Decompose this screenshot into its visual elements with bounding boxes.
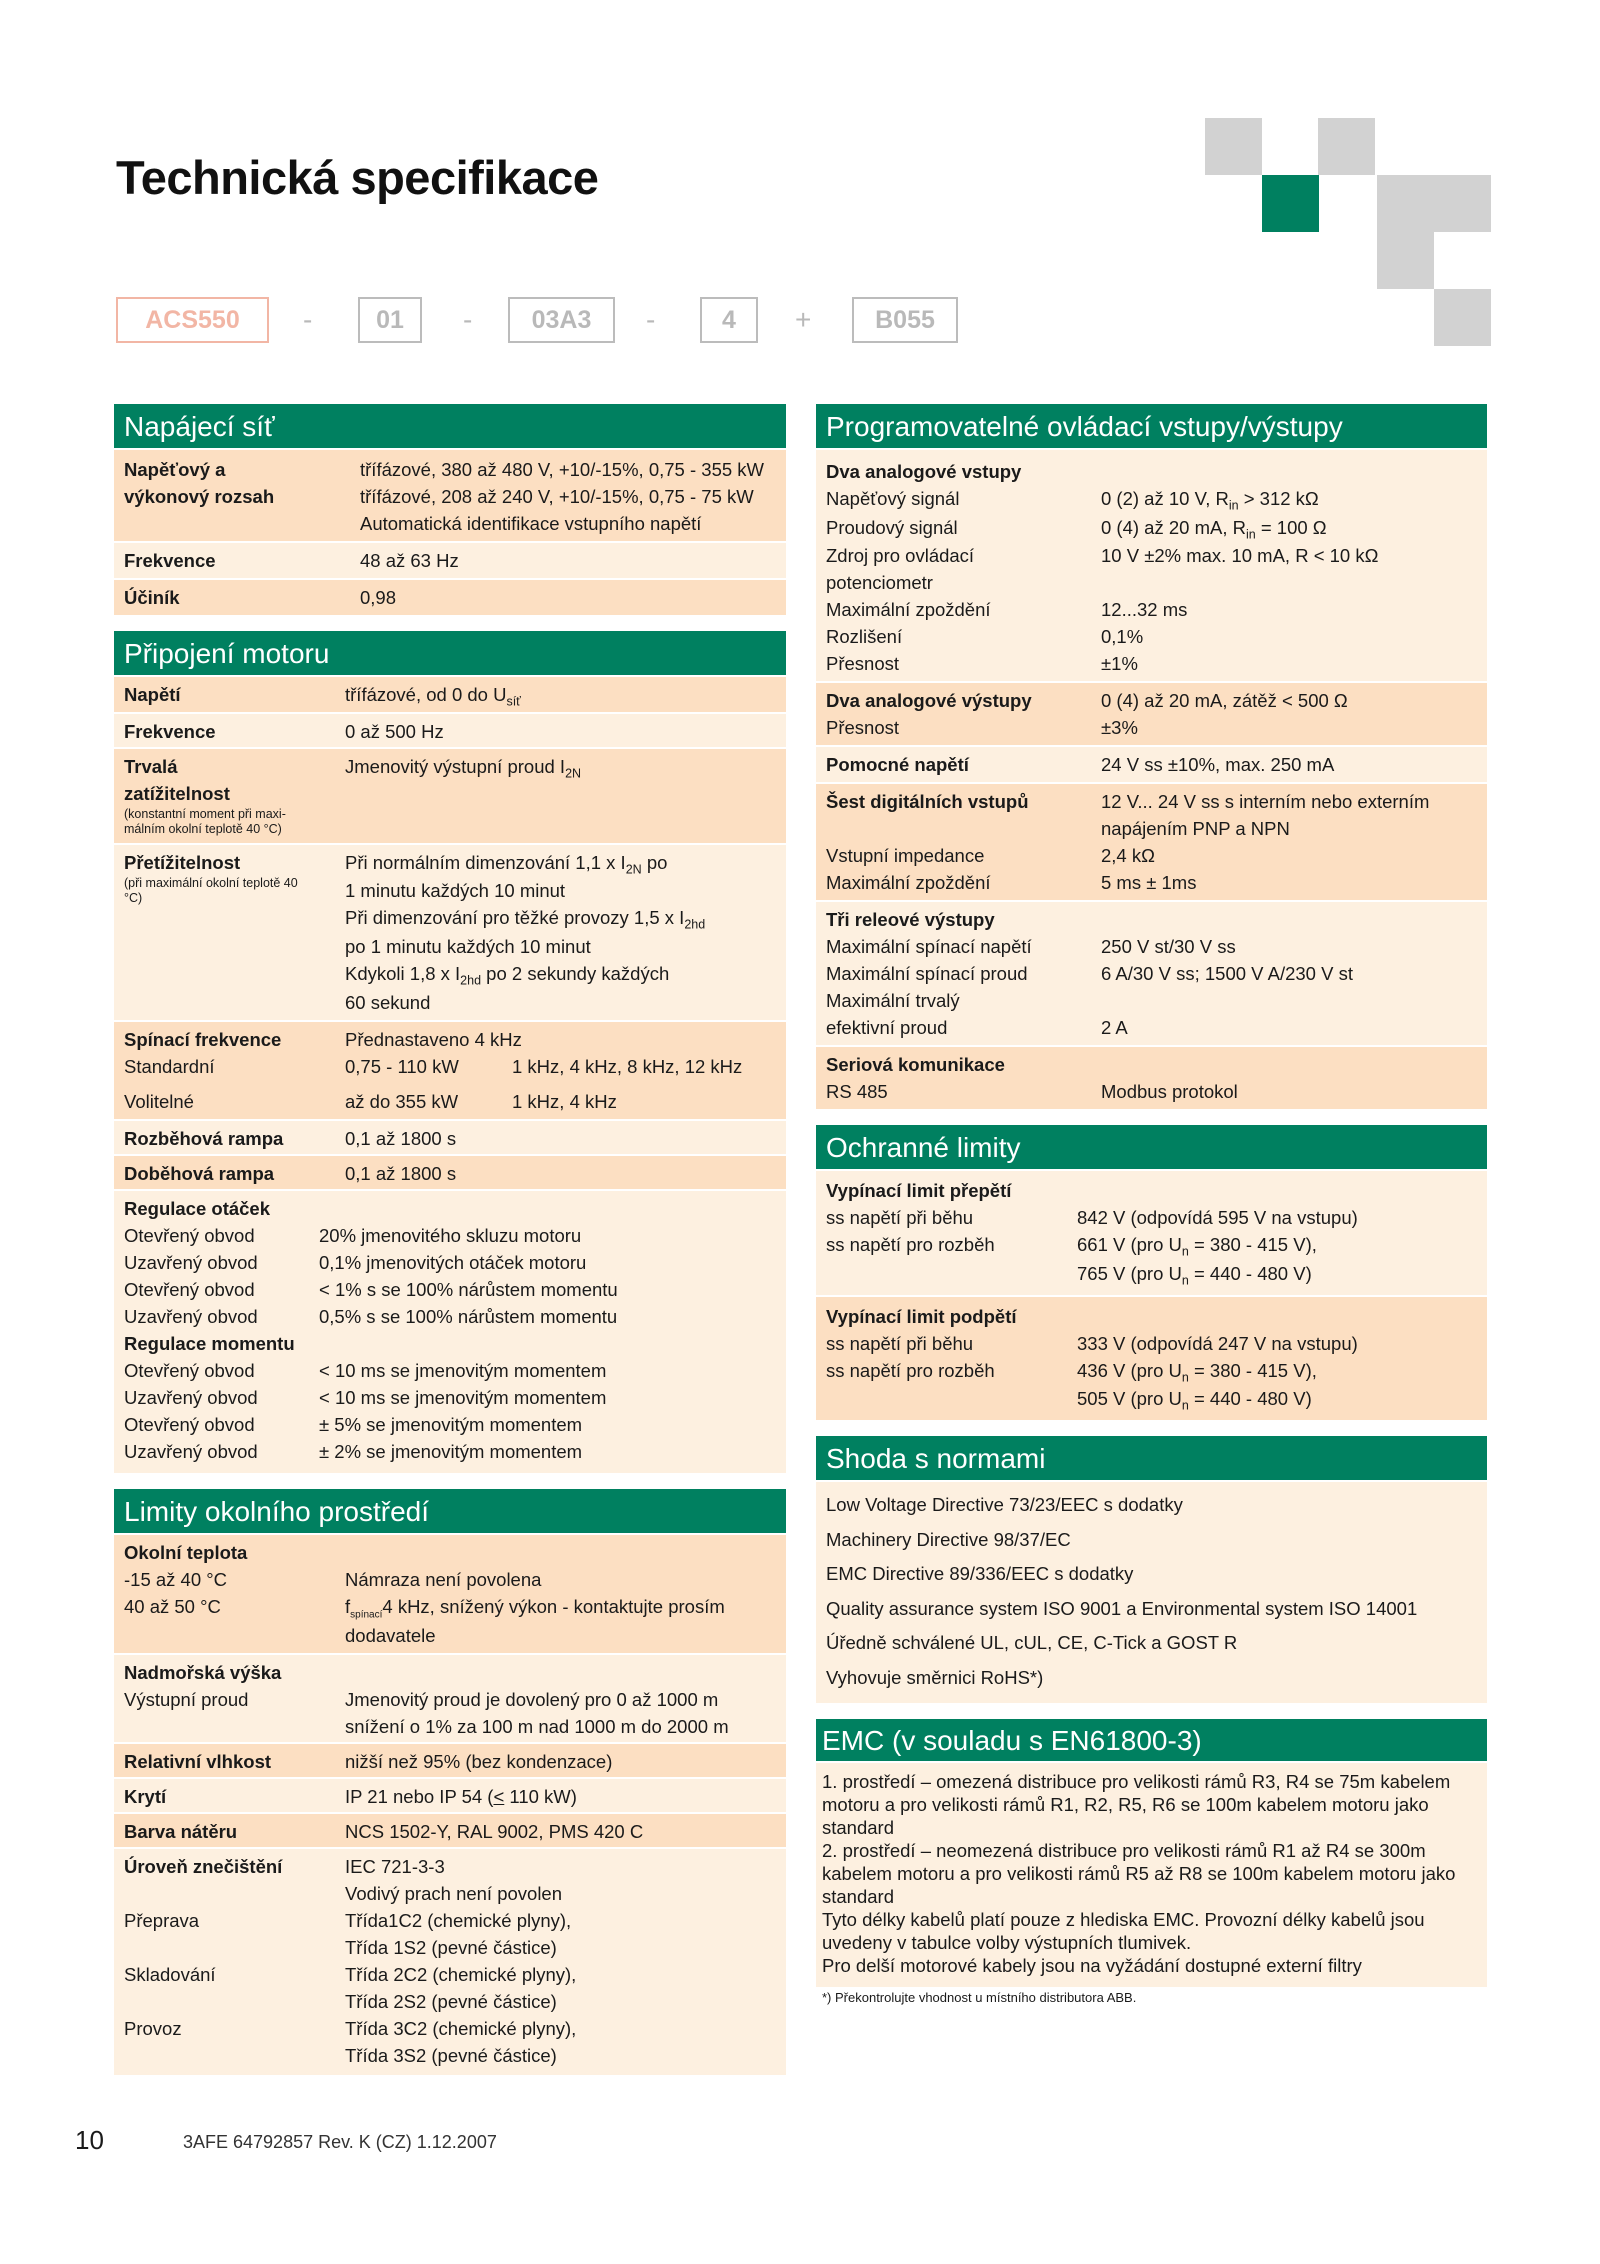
motor-acceleration-row [114,1119,786,1154]
subscript: in [1228,498,1239,513]
motor-acceleration-value: 0,1 až 1800 s [345,1127,457,1149]
io-serial-label: RS 485 [826,1081,888,1103]
io-ai-value: 0 (2) až 10 V, R [1101,488,1229,509]
power-voltage-label: Napěťový a [124,459,226,480]
page-number: 10 [75,2125,104,2155]
type-code-separator: - [463,304,473,335]
io-di-value: 5 ms ± 1ms [1101,872,1197,894]
io-ai-label: Zdroj pro ovládací [826,545,975,567]
motor-overload-text: 60 sekund [345,991,431,1013]
section-header-emc: EMC (v souladu s EN61800-3) [816,1719,1487,1761]
prot-uv-value: = 380 - 415 V), [1188,1359,1317,1381]
torque-row-value: ± 2% se jmenovitým momentem [319,1440,583,1462]
io-digital-inputs [816,782,1487,900]
io-ro-value: 2 A [1101,1017,1128,1039]
emc-line: motoru a pro velikosti rámů R1, R2, R5, R6 se 100m kabelem motoru jako [822,1794,1429,1816]
power-factor-row [114,578,786,615]
motor-deceleration-value: 0,1 až 1800 s [345,1162,457,1184]
io-ai-value: = 100 Ω [1255,516,1327,538]
motor-switching-opt-power: až do 355 kW [345,1090,459,1112]
page-title: Technická specifikace [116,151,599,204]
speed-row-value: 0,5% s se 100% nárůstem momentu [319,1305,618,1327]
io-ai-label: Proudový signál [826,516,958,538]
prot-undervoltage [816,1295,1487,1420]
io-ai-label: Přesnost [826,653,900,675]
env-storage-value: Třída 2C2 (chemické plyny), [345,1964,577,1986]
env-altitude-row [114,1653,786,1742]
env-humidity-label: Relativní vlhkost [124,1751,272,1773]
env-temp-value: f [345,1595,351,1617]
decor-square [1205,118,1262,175]
type-code-separator: + [795,304,812,335]
prot-ov-value: = 440 - 480 V) [1188,1263,1312,1285]
env-paint-label: Barva nátěru [124,1821,238,1843]
motor-frequency-label: Frekvence [124,720,216,742]
io-ai-label: Maximální zpoždění [826,599,991,621]
motor-overload-text: Při normálním dimenzování 1,1 x I [345,851,626,873]
io-ao-value: 0 (4) až 20 mA, zátěž < 500 Ω [1101,690,1348,712]
motor-deceleration-row [114,1154,786,1189]
io-ai-value: 10 V ±2% max. 10 mA, R < 10 kΩ [1101,545,1379,567]
io-di-value: 12 V... 24 V ss s interním nebo externím [1101,791,1430,813]
torque-row-value: < 10 ms se jmenovitým momentem [319,1359,607,1381]
subscript: in [1245,527,1256,542]
env-temp-range: 40 až 50 °C [124,1595,221,1617]
io-ai-value: 12...32 ms [1101,599,1188,621]
section-header-standards: Shoda s normami [816,1436,1487,1480]
io-relay-outputs [816,900,1487,1045]
subscript: n [1181,1245,1189,1260]
env-paint-row [114,1812,786,1847]
emc-line: kabelem motoru a pro velikosti rámů R5 až R8 se 100m kabelem motoru jako [822,1863,1456,1885]
io-ro-label: Maximální spínací napětí [826,936,1032,958]
power-frequency-value: 48 až 63 Hz [360,550,459,571]
torque-row-label: Uzavřený obvod [124,1440,258,1462]
decor-square [1377,175,1434,232]
motor-voltage-value: třífázové, od 0 do U [345,684,507,705]
io-ai-label: Rozlišení [826,626,903,648]
motor-continuous-value: Jmenovitý výstupní proud I [345,755,566,777]
motor-switching-label: Spínací frekvence [124,1028,282,1050]
emc-line: Tyto délky kabelů platí pouze z hlediska EMC. Provozní délky kabelů jsou [822,1909,1425,1931]
io-ai-label: Napěťový signál [826,488,960,509]
torque-row-label: Otevřený obvod [124,1359,255,1381]
motor-control-section [114,1189,786,1473]
decor-square-green [1262,175,1319,232]
subscript: n [1181,1370,1189,1385]
type-code-separator: - [303,304,313,335]
io-ai-value: ±1% [1101,653,1138,675]
prot-overvoltage [816,1169,1487,1294]
prot-uv-value: 333 V (odpovídá 247 V na vstupu) [1077,1332,1358,1354]
io-ai-value: > 312 kΩ [1238,488,1319,509]
env-temp-value: Námraza není povolena [345,1568,542,1590]
motor-continuous-note: (konstantní moment při maxi-málním okolní teplotě 40 °C) [124,806,286,836]
speed-row-value: 0,1% jmenovitých otáček motoru [319,1251,587,1273]
motor-frequency-row [114,712,786,747]
motor-switching-std-label: Standardní [124,1055,215,1077]
env-temperature-title: Okolní teplota [124,1541,248,1563]
decor-square [1434,289,1491,346]
section-header-motor: Připojení motoru [114,631,786,675]
motor-switching-opt-freq: 1 kHz, 4 kHz [512,1090,617,1112]
env-enclosure-row [114,1777,786,1812]
type-code-current: 03A3 [508,297,615,343]
io-ai-value: 0,1% [1101,626,1144,648]
subscript: n [1181,1399,1189,1414]
section-header-protection: Ochranné limity [816,1125,1487,1169]
subscript: spínací [350,1609,383,1621]
env-pollution-value: Vodivý prach není povolen [345,1883,563,1905]
io-ro-label: efektivní proud [826,1017,948,1039]
io-analog-outputs [816,681,1487,745]
env-altitude-value: Jmenovitý proud je dovolený pro 0 až 1000 m [345,1689,719,1711]
motor-overload-label: Přetížitelnost [124,851,241,873]
env-enclosure-value: < [493,1786,505,1808]
prot-ov-value: 842 V (odpovídá 595 V na vstupu) [1077,1207,1358,1229]
prot-uv-label: ss napětí pro rozběh [826,1359,995,1381]
env-operation-value: Třída 3C2 (chemické plyny), [345,2018,577,2040]
standards-item: Machinery Directive 98/37/EC [826,1528,1071,1550]
env-enclosure-value: IP 21 nebo IP 54 ( [345,1786,494,1808]
env-transport-value: Třída1C2 (chemické plyny), [345,1910,572,1932]
env-storage-label: Skladování [124,1964,216,1986]
subscript: 2hd [460,973,482,988]
type-code-separator: - [646,304,656,335]
io-serial [816,1045,1487,1109]
right-column [816,404,1487,1987]
standards-item: Quality assurance system ISO 9001 a Environmental system ISO 14001 [826,1597,1418,1619]
motor-overload-text: Kdykoli 1,8 x I [345,963,461,985]
subscript: 2N [565,766,582,781]
motor-overload-text: Při dimenzování pro těžké provozy 1,5 x I [345,907,685,929]
emc-line: 1. prostředí – omezená distribuce pro velikosti rámů R3, R4 se 75m kabelem [822,1771,1451,1793]
emc-line: standard [822,1886,894,1908]
io-analog-inputs [816,448,1487,681]
motor-overload-text: po 2 sekundy každých [481,963,670,985]
io-ao-label: Přesnost [826,717,900,739]
section-header-io: Programovatelné ovládací vstupy/výstupy [816,404,1487,448]
standards-item: Úředně schválené UL, cUL, CE, C-Tick a GOST R [826,1632,1238,1654]
env-operation-value: Třída 3S2 (pevné částice) [345,2045,557,2067]
prot-ov-title: Vypínací limit přepětí [826,1180,1012,1202]
speed-control-title: Regulace otáček [124,1197,271,1219]
section-header-environment: Limity okolního prostředí [114,1489,786,1533]
footnote: *) Překontrolujte vhodnost u místního distributora ABB. [822,1990,1137,2005]
io-ao-value: ±3% [1101,717,1138,739]
io-ro-value: 6 A/30 V ss; 1500 V A/230 V st [1101,963,1353,985]
decor-square [1318,118,1375,175]
standards-item: EMC Directive 89/336/EEC s dodatky [826,1563,1134,1585]
motor-overload-row [114,843,786,1020]
document-reference: 3AFE 64792857 Rev. K (CZ) 1.12.2007 [183,2132,497,2152]
io-ro-label: Maximální trvalý [826,990,960,1012]
env-transport-value: Třída 1S2 (pevné částice) [345,1937,557,1959]
type-code-voltage: 4 [700,297,758,343]
type-code-product: ACS550 [116,297,269,343]
motor-overload-text: po [641,851,668,873]
power-factor-label: Účiník [124,587,180,608]
emc-line: 2. prostředí – neomezená distribuce pro velikosti rámů R1 až R4 se 300m [822,1840,1426,1862]
env-pollution-value: IEC 721-3-3 [345,1856,445,1878]
power-frequency-row [114,541,786,578]
torque-control-title: Regulace momentu [124,1332,295,1354]
env-storage-value: Třída 2S2 (pevné částice) [345,1991,557,2013]
decor-square [1434,175,1491,232]
io-ai-value: 0 (4) až 20 mA, R [1101,516,1246,538]
torque-row-value: < 10 ms se jmenovitým momentem [319,1386,607,1408]
env-altitude-title: Nadmořská výška [124,1662,282,1684]
type-code-construction: 01 [358,297,422,343]
subscript: 2hd [684,918,706,933]
power-voltage-value: třífázové, 208 až 240 V, +10/-15%, 0,75 - 75 kW [360,486,754,507]
power-voltage-value: Automatická identifikace vstupního napětí [360,513,702,534]
env-altitude-value: snížení o 1% za 100 m nad 1000 m do 2000 m [345,1716,729,1738]
io-di-value: napájením PNP a NPN [1101,818,1290,840]
env-transport-label: Přeprava [124,1910,200,1932]
io-ai-label: potenciometr [826,572,933,594]
io-di-value: 2,4 kΩ [1101,845,1155,867]
emc-line: uvedeny v tabulce volby výstupních tlumivek. [822,1932,1192,1954]
env-temperature-row [114,1533,786,1654]
env-humidity-row [114,1742,786,1777]
power-frequency-label: Frekvence [124,550,216,571]
prot-ov-value: = 380 - 415 V), [1188,1234,1317,1256]
io-ro-title: Tři releové výstupy [826,909,995,931]
speed-row-label: Otevřený obvod [124,1278,255,1300]
motor-continuous-label: zatížitelnost [124,782,230,804]
prot-ov-label: ss napětí při běhu [826,1207,974,1229]
io-ro-label: Maximální spínací proud [826,963,1028,985]
speed-row-value: < 1% s se 100% nárůstem momentu [319,1278,618,1300]
prot-ov-value: 765 V (pro U [1077,1263,1182,1285]
io-di-label: Maximální zpoždění [826,872,991,894]
motor-voltage-label: Napětí [124,684,181,705]
motor-overload-text: po 1 minutu každých 10 minut [345,936,591,958]
prot-ov-value: 661 V (pro U [1077,1234,1182,1256]
decor-square [1377,232,1434,289]
speed-row-label: Uzavřený obvod [124,1251,258,1273]
prot-uv-title: Vypínací limit podpětí [826,1305,1017,1327]
motor-acceleration-label: Rozběhová rampa [124,1127,284,1149]
prot-ov-label: ss napětí pro rozběh [826,1234,995,1256]
prot-uv-value: = 440 - 480 V) [1188,1388,1312,1410]
io-serial-title: Seriová komunikace [826,1054,1005,1076]
env-temp-value: dodavatele [345,1625,436,1647]
io-aux-voltage [816,745,1487,782]
env-altitude-label: Výstupní proud [124,1689,249,1711]
torque-row-label: Uzavřený obvod [124,1386,258,1408]
standards-item: Low Voltage Directive 73/23/EEC s dodatky [826,1494,1183,1516]
io-ai-title: Dva analogové vstupy [826,461,1022,482]
left-column [114,404,786,2075]
emc-text [816,1761,1487,1987]
subscript: síť [506,694,521,709]
motor-continuous-label: Trvalá [124,755,178,777]
env-temp-value: 4 kHz, snížený výkon - kontaktujte prosím [382,1595,725,1617]
io-serial-value: Modbus protokol [1101,1081,1238,1103]
prot-uv-value: 505 V (pro U [1077,1388,1182,1410]
prot-uv-value: 436 V (pro U [1077,1359,1182,1381]
standards-item: Vyhovuje směrnici RoHS*) [826,1666,1044,1688]
power-voltage-row [114,448,786,541]
emc-line: standard [822,1817,894,1839]
section-header-power: Napájecí síť [114,404,786,448]
speed-row-label: Otevřený obvod [124,1224,255,1246]
env-enclosure-label: Krytí [124,1786,167,1808]
torque-row-label: Otevřený obvod [124,1413,255,1435]
prot-uv-label: ss napětí při běhu [826,1332,974,1354]
env-enclosure-value: 110 kW) [504,1786,577,1808]
env-pollution-label: Úroveň znečištění [124,1856,283,1878]
io-di-label: Vstupní impedance [826,845,985,867]
power-factor-value: 0,98 [360,587,397,608]
torque-row-value: ± 5% se jmenovitým momentem [319,1413,583,1435]
type-code-option: B055 [852,297,958,343]
motor-deceleration-label: Doběhová rampa [124,1162,275,1184]
io-ro-value: 250 V st/30 V ss [1101,936,1236,958]
motor-switching-std-freq: 1 kHz, 4 kHz, 8 kHz, 12 kHz [512,1055,743,1077]
motor-overload-text: 1 minutu každých 10 minut [345,880,566,902]
power-voltage-value: třífázové, 380 až 480 V, +10/-15%, 0,75 - 355 kW [360,459,764,480]
io-di-title: Šest digitálních vstupů [826,791,1029,813]
subscript: n [1181,1273,1189,1288]
motor-frequency-value: 0 až 500 Hz [345,720,444,742]
motor-continuous-row [114,747,786,843]
io-ao-title: Dva analogové výstupy [826,690,1032,712]
speed-row-value: 20% jmenovitého skluzu motoru [319,1224,582,1246]
env-pollution-row [114,1847,786,2075]
motor-switching-opt-label: Volitelné [124,1090,194,1112]
env-operation-label: Provoz [124,2018,182,2040]
motor-switching-std-power: 0,75 - 110 kW [345,1055,459,1077]
motor-voltage-row [114,675,786,712]
motor-switching-row [114,1020,786,1119]
env-temp-range: -15 až 40 °C [124,1568,228,1590]
io-aux-value: 24 V ss ±10%, max. 250 mA [1101,754,1335,776]
speed-row-label: Uzavřený obvod [124,1305,258,1327]
env-humidity-value: nižší než 95% (bez kondenzace) [345,1751,613,1773]
motor-overload-note: (při maximální okolní teplotě 40 °C) [124,875,298,905]
motor-switching-value: Přednastaveno 4 kHz [345,1028,522,1050]
subscript: 2N [625,862,642,877]
emc-line: Pro delší motorové kabely jsou na vyžádání dostupné externí filtry [822,1955,1362,1977]
power-voltage-label: výkonový rozsah [124,486,275,507]
standards-list [816,1480,1487,1703]
env-paint-value: NCS 1502-Y, RAL 9002, PMS 420 C [345,1821,644,1843]
io-aux-label: Pomocné napětí [826,754,969,776]
